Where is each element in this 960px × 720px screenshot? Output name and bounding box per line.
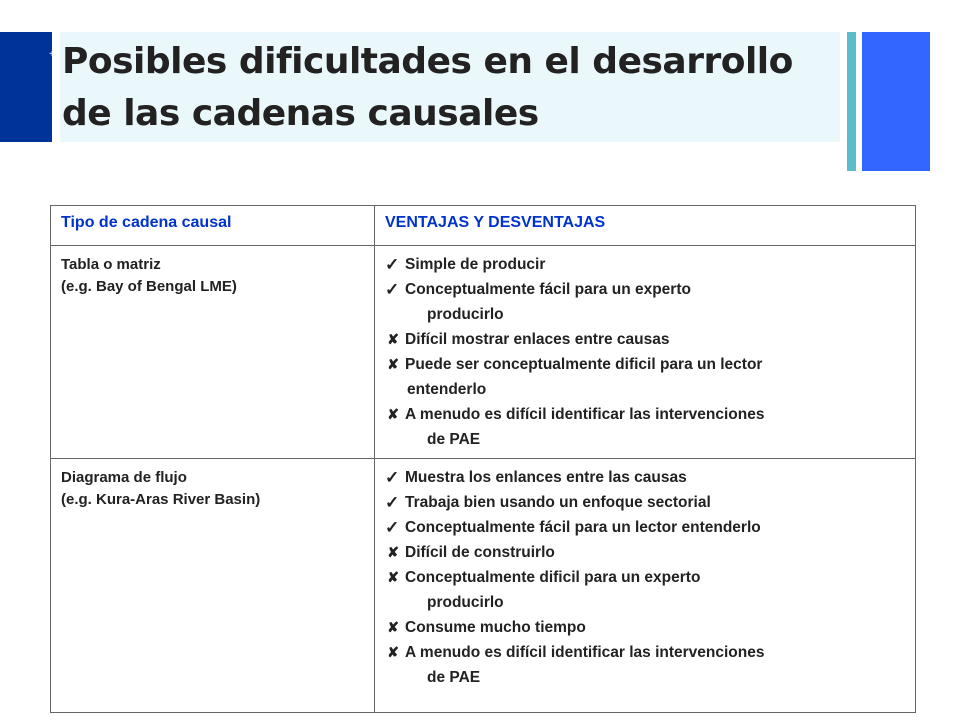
item-continuation: producirlo: [427, 306, 504, 323]
item-text: A menudo es difícil identificar las intervenciones: [405, 644, 765, 661]
list-item: [385, 277, 905, 302]
cross-icon: ✘: [387, 619, 399, 635]
list-item: [385, 540, 905, 565]
item-text: Difícil de construirlo: [405, 544, 555, 561]
chain-type-example: (e.g. Kura-Aras River Basin): [61, 491, 261, 508]
table-row: [51, 246, 916, 459]
item-text: Difícil mostrar enlaces entre causas: [405, 331, 670, 348]
item-continuation: producirlo: [427, 594, 504, 611]
header-pros-cons: VENTAJAS Y DESVENTAJAS: [375, 206, 916, 246]
chain-type-example: (e.g. Bay of Bengal LME): [61, 278, 237, 295]
chain-type-name: Diagrama de flujo: [61, 469, 187, 486]
item-text: Consume mucho tiempo: [405, 619, 586, 636]
list-item: [385, 640, 905, 665]
chain-type-name: Tabla o matriz: [61, 256, 161, 273]
cross-icon: ✘: [387, 406, 399, 422]
pros-cons-cell: [375, 459, 916, 713]
right-accent-bar-thin: [847, 32, 856, 171]
cross-icon: ✘: [387, 356, 399, 372]
item-continuation: entenderlo: [407, 381, 487, 398]
header-chain-type: Tipo de cadena causal: [51, 206, 375, 246]
chain-type-cell: [51, 246, 375, 459]
item-text: Conceptualmente dificil para un experto: [405, 569, 701, 586]
slide-title: Posibles dificultades en el desarrollo de las cadenas causales: [62, 41, 793, 134]
check-icon: ✓: [385, 255, 400, 274]
list-item: [385, 402, 905, 427]
cross-icon: ✘: [387, 331, 399, 347]
right-accent-bar-wide: [862, 32, 930, 171]
chain-type-cell: [51, 459, 375, 713]
list-item: [385, 515, 905, 540]
list-item: [385, 565, 905, 590]
item-continuation: de PAE: [427, 669, 481, 686]
item-continuation: de PAE: [427, 431, 481, 448]
item-text: Muestra los enlances entre las causas: [405, 469, 687, 486]
left-accent-bar: [0, 32, 52, 142]
check-icon: ✓: [385, 280, 400, 299]
item-text: Simple de producir: [405, 256, 546, 273]
check-icon: ✓: [385, 493, 400, 512]
list-item: [385, 615, 905, 640]
check-icon: ✓: [385, 518, 400, 537]
list-item: [385, 252, 905, 277]
pros-cons-cell: [375, 246, 916, 459]
cross-icon: ✘: [387, 544, 399, 560]
item-text: Conceptualmente fácil para un lector entenderlo: [405, 519, 761, 536]
check-icon: ✓: [385, 468, 400, 487]
list-item: [385, 490, 905, 515]
list-item: [385, 327, 905, 352]
item-text: Puede ser conceptualmente dificil para un lector: [405, 356, 763, 373]
item-text: Conceptualmente fácil para un experto: [405, 281, 691, 298]
plus-decoration: +: [49, 49, 55, 60]
causal-chain-table: [50, 205, 916, 713]
table-row: [51, 459, 916, 713]
list-item: [385, 465, 905, 490]
cross-icon: ✘: [387, 569, 399, 585]
list-item: [385, 352, 905, 377]
item-text: Trabaja bien usando un enfoque sectorial: [405, 494, 711, 511]
item-text: A menudo es difícil identificar las intervenciones: [405, 406, 765, 423]
table-header-row: [51, 206, 916, 246]
cross-icon: ✘: [387, 644, 399, 660]
